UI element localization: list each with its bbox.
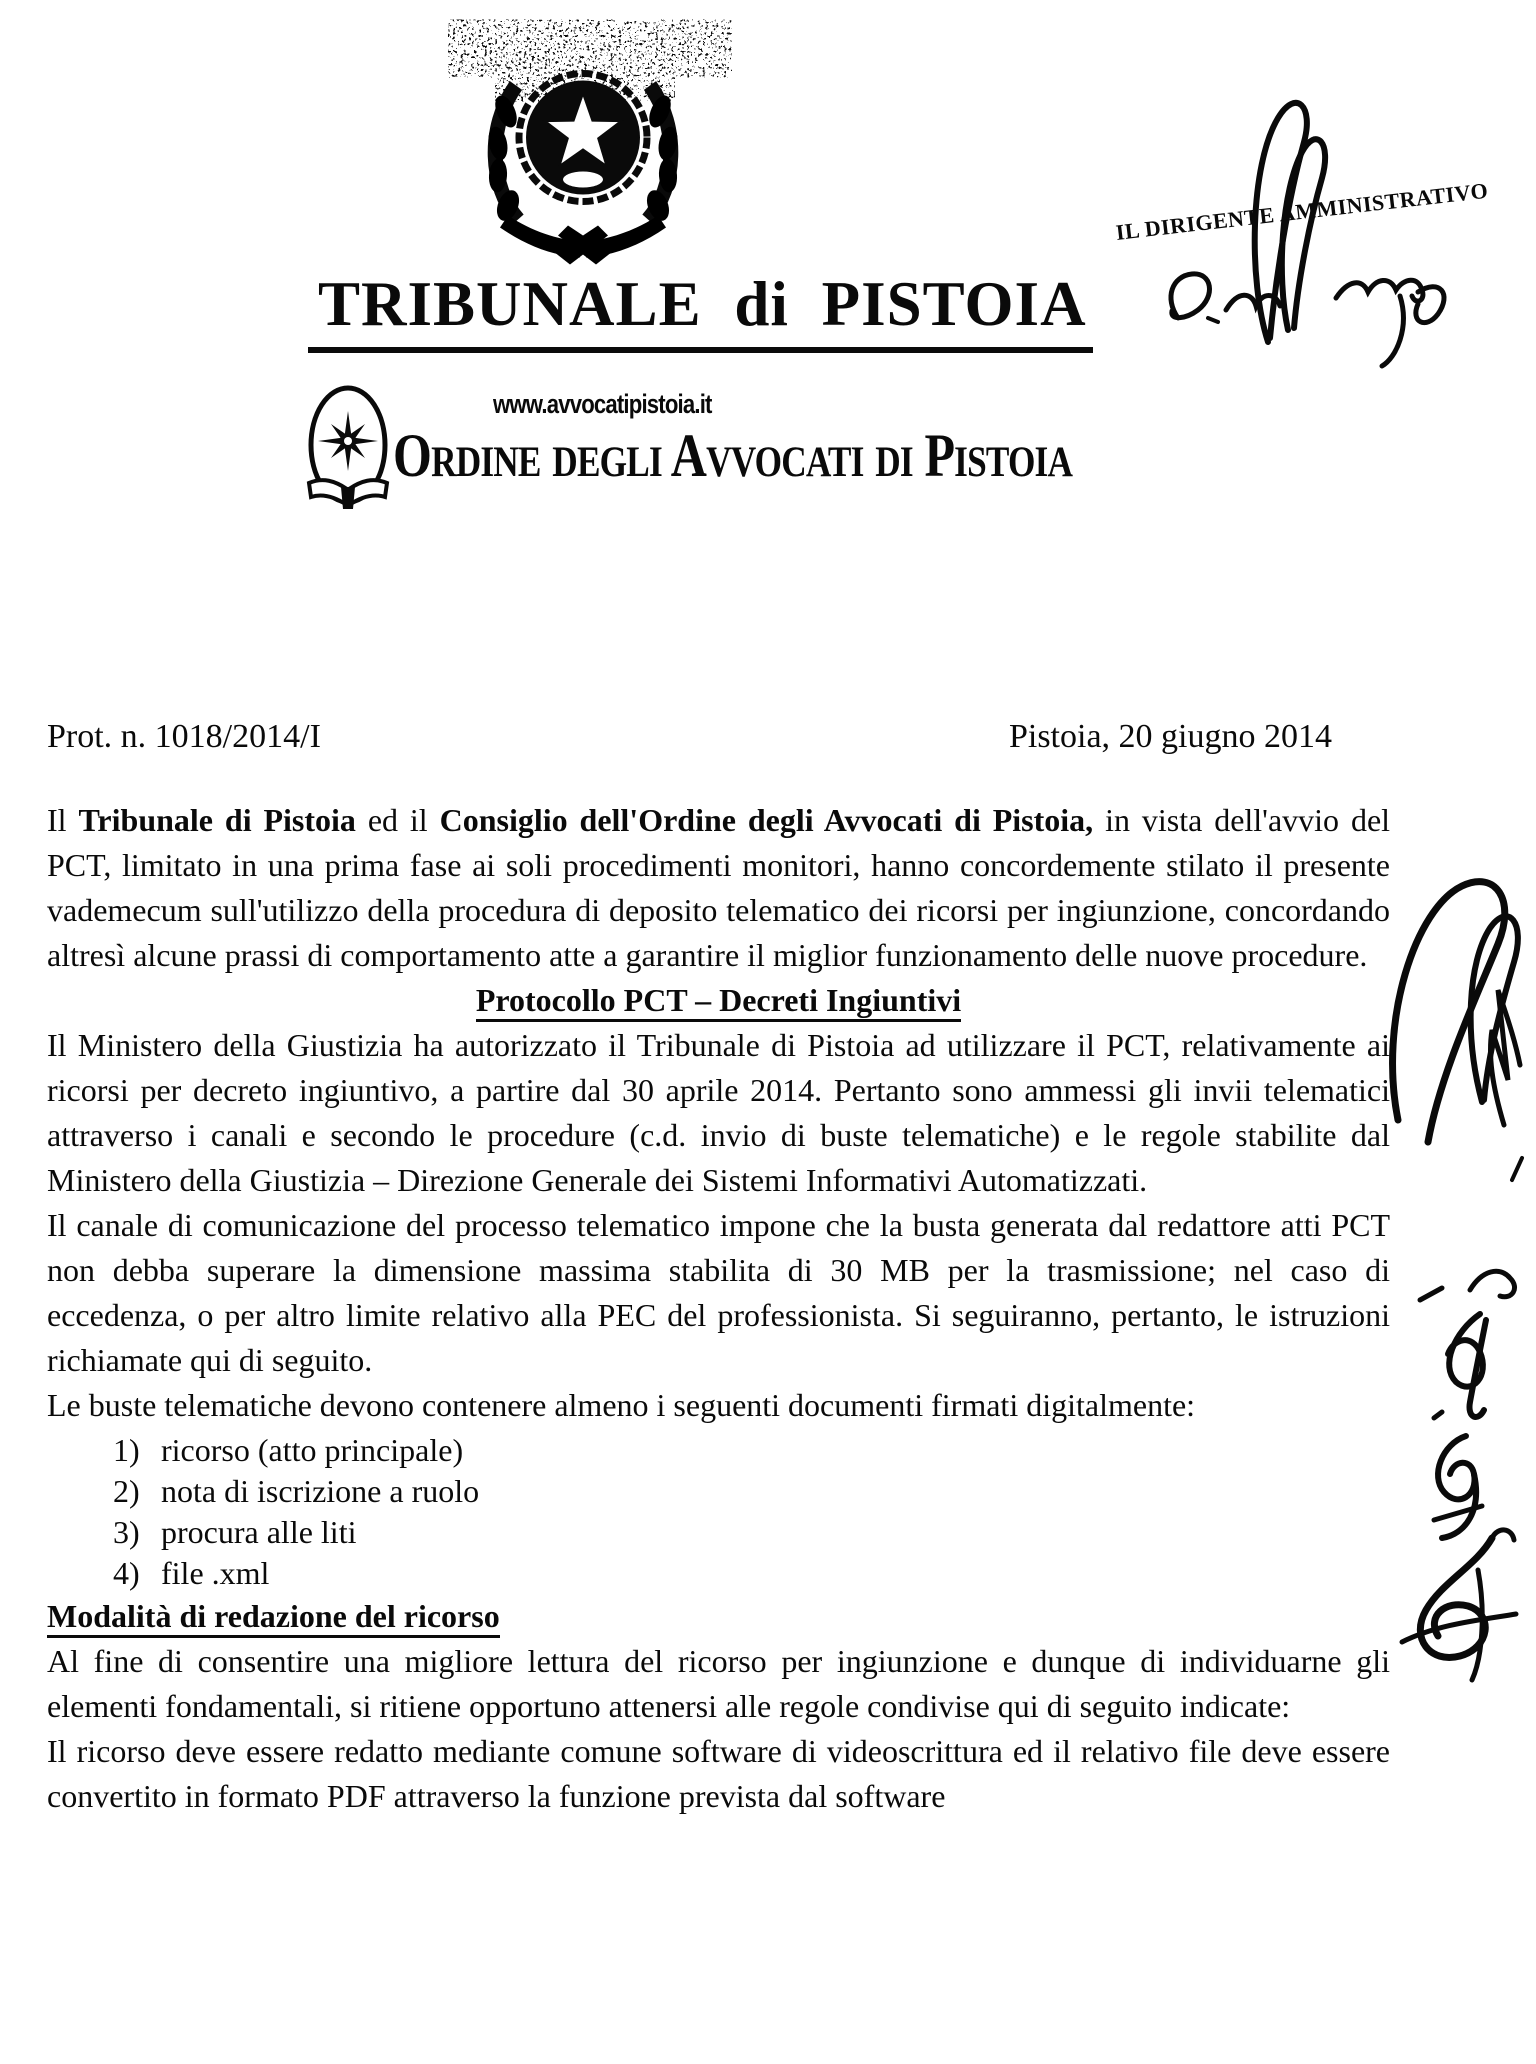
- list-item-marker: 3): [113, 1514, 140, 1550]
- intro-seg4-bold: Consiglio dell'Ordine degli Avvocati di Pistoia,: [439, 802, 1094, 838]
- paragraph-ministero: Il Ministero della Giustizia ha autorizzato il Tribunale di Pistoia ad utilizzare il PCT, relativamente ai ricorsi per decreto ingiuntivo, a partire dal 30 aprile 2014. Pertanto sono ammessi gli invii telematici attraverso i canali e secondo le procedure (c.d. invio di buste telematiche) e le regole stabilite dal Ministero della Giustizia – Direzione Generale dei Sistemi Informativi Automatizzati.: [47, 1027, 1390, 1198]
- list-item-marker: 4): [113, 1555, 140, 1591]
- document-body: [47, 798, 1390, 1819]
- list-item: [113, 1430, 1390, 1471]
- list-item: [113, 1512, 1390, 1553]
- intro-seg1: Il: [47, 802, 79, 838]
- list-item: [113, 1553, 1390, 1594]
- intro-seg3: ed il: [355, 802, 440, 838]
- paragraph-al-fine: Al fine di consentire una migliore lettura del ricorso per ingiunzione e dunque di individuarne gli elementi fondamentali, si ritiene opportuno attenersi alle regole condivise qui di seguito indicate:: [47, 1643, 1390, 1724]
- list-item-marker: 2): [113, 1473, 140, 1509]
- list-item-marker: 1): [113, 1432, 140, 1468]
- dirigente-signature-block: [1100, 80, 1536, 380]
- list-item-text: nota di iscrizione a ruolo: [161, 1473, 480, 1509]
- dirigente-signature-icon: [1100, 80, 1536, 380]
- intro-paragraph: [47, 798, 1390, 978]
- italy-coat-of-arms-icon: [440, 18, 740, 266]
- ordine-website-label: www.avvocatipistoia.it: [493, 389, 712, 419]
- paragraph-buste: Le buste telematiche devono contenere almeno i seguenti documenti firmati digitalmente:: [47, 1387, 1196, 1423]
- eight-point-star-badge-icon: [303, 383, 393, 533]
- section-heading-modalita: [47, 1594, 1390, 1639]
- numbered-list: [47, 1430, 1390, 1594]
- section-heading-modalita-text: Modalità di redazione del ricorso: [47, 1598, 500, 1638]
- dirigente-label: IL DIRIGENTE AMMINISTRATIVO: [1114, 177, 1490, 245]
- list-item-text: procura alle liti: [161, 1514, 357, 1550]
- list-item: [113, 1471, 1390, 1512]
- place-date: Pistoia, 20 giugno 2014: [1008, 718, 1332, 755]
- protocol-number: Prot. n. 1018/2014/I: [47, 718, 321, 755]
- paragraph-canale: Il canale di comunicazione del processo telematico impone che la busta generata dal redattore atti PCT non debba superare la dimensione massima stabilita di 30 MB per la trasmissione; nel caso di eccedenza, o per altro limite relativo alla PEC del professionista. Si seguiranno, pertanto, le istruzioni richiamate qui di seguito.: [47, 1207, 1390, 1378]
- list-item-text: file .xml: [161, 1555, 270, 1591]
- margin-signature-icon: [1384, 870, 1536, 1688]
- intro-seg2-bold: Tribunale di Pistoia: [78, 802, 356, 838]
- paragraph-ricorso-redatto: Il ricorso deve essere redatto mediante comune software di videoscrittura ed il relativo file deve essere convertito in formato PDF attraverso la funzione prevista dal software: [47, 1733, 1390, 1814]
- section-heading-protocollo: [47, 978, 1390, 1023]
- list-item-text: ricorso (atto principale): [161, 1432, 464, 1468]
- ordine-name: Ordine degli Avvocati di Pistoia: [393, 423, 1073, 490]
- section-heading-protocollo-text: Protocollo PCT – Decreti Ingiuntivi: [476, 982, 961, 1022]
- intro-seg5: in vista dell'avvio del PCT, limitato in una prima fase ai soli procedimenti monitori, hanno concordemente stilato il presente vademecum sull'utilizzo della procedura di deposito telematico dei ricorsi per ingiunzione, concordando altresì alcune prassi di comportamento atte a garantire il miglior funzionamento delle nuove procedure.: [47, 802, 1391, 973]
- meta-line: [47, 718, 1390, 756]
- page-title: TRIBUNALE di PISTOIA: [308, 268, 1093, 353]
